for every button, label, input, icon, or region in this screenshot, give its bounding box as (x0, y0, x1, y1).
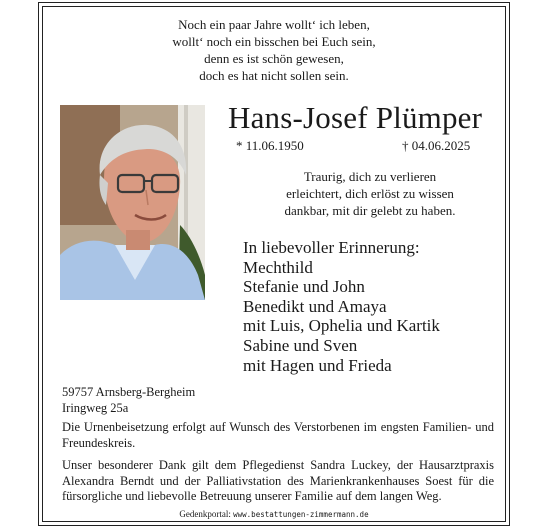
portrait-photo (60, 105, 205, 300)
thanks-notice: Unser besonderer Dank gilt dem Pflegedienst Sandra Luckey, der Hausarztpraxis Alexandra Berndt und der Palliativstation des Marienkrankenhauses Soest für die fürsorgliche und liebevolle Betreuung unserer Familie auf dem langen Weg. (62, 458, 494, 504)
opening-poem (42, 16, 506, 84)
mourner-name: Mechthild (243, 257, 313, 277)
poem-line: wollt‘ noch ein bisschen bei Euch sein, (172, 34, 376, 49)
poem-line: doch es hat nicht sollen sein. (199, 68, 349, 83)
burial-notice: Die Urnenbeisetzung erfolgt auf Wunsch des Verstorbenen im engsten Familien- und Freundeskreis. (62, 420, 494, 450)
mourner-name: Sabine und Sven (243, 335, 358, 355)
address-street: Iringweg 25a (62, 401, 129, 415)
family-address (62, 384, 195, 416)
mourner-name: Stefanie und John (243, 277, 365, 297)
deceased-name: Hans-Josef Plümper (228, 100, 483, 135)
portal-link[interactable]: www.bestattungen-zimmermann.de (233, 510, 369, 519)
address-city: 59757 Arnsberg-Bergheim (62, 385, 196, 399)
mourner-name: Benedikt und Amaya (243, 296, 387, 316)
mourner-name: mit Luis, Ophelia und Kartik (243, 316, 440, 336)
verse-line: Traurig, dich zu verlieren (303, 169, 437, 184)
verse-line: dankbar, mit dir gelebt zu haben. (284, 203, 456, 218)
poem-line: denn es ist schön gewesen, (204, 51, 344, 66)
portrait-illustration (60, 105, 205, 300)
poem-line: Noch ein paar Jahre wollt‘ ich leben, (178, 17, 370, 32)
mourners-intro: In liebevoller Erinnerung: (243, 238, 420, 257)
remembrance-verse (250, 168, 490, 219)
verse-line: erleichtert, dich erlöst zu wissen (286, 186, 454, 201)
mourner-name: mit Hagen und Frieda (243, 355, 392, 375)
mourners-list (243, 238, 440, 375)
portal-label: Gedenkportal: (179, 509, 231, 519)
birth-date: * 11.06.1950 (236, 138, 304, 153)
memorial-portal (42, 509, 506, 519)
death-date: † 04.06.2025 (402, 138, 471, 153)
